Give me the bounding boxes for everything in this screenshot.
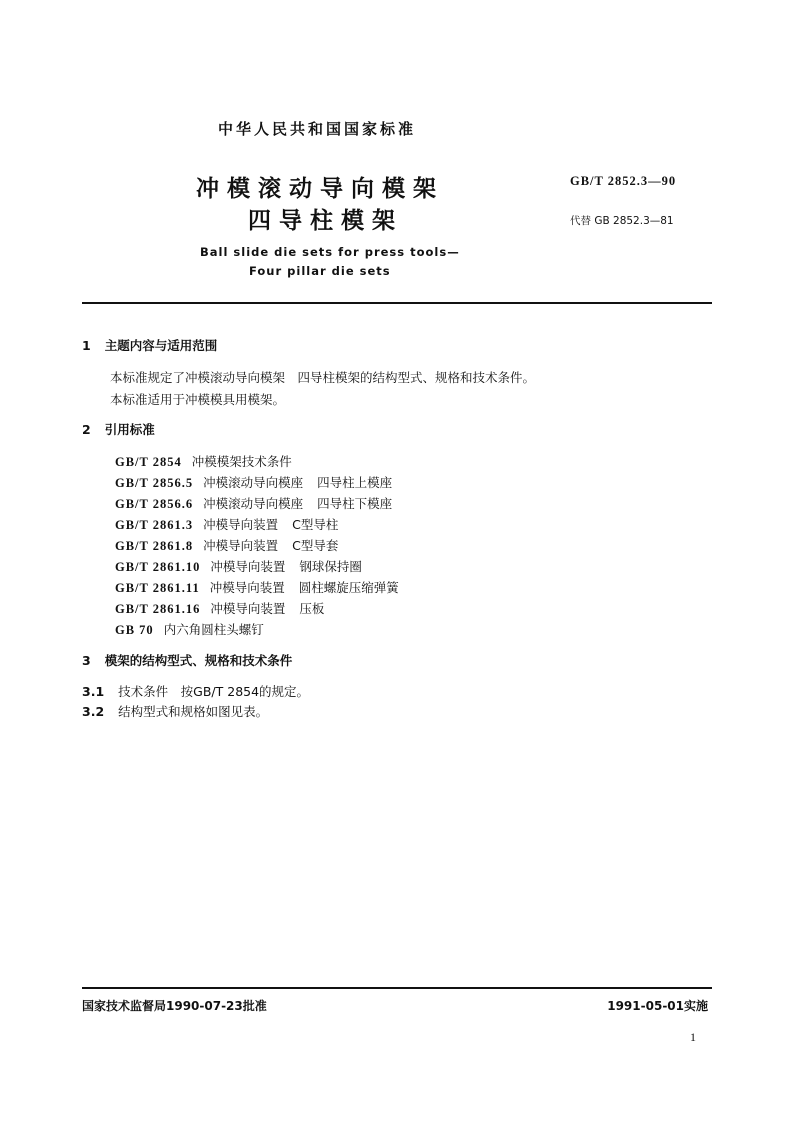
reference-item: [115, 473, 392, 491]
reference-item: [115, 620, 278, 638]
reference-item: [115, 557, 362, 575]
reference-title: 冲模导向装置: [210, 559, 286, 574]
section-1-paragraph-1: 本标准规定了冲模滚动导向模架 四导柱模架的结构型式、规格和技术条件。: [110, 370, 536, 385]
title-line-1: 冲模滚动导向模架: [196, 176, 444, 202]
section-title: 主题内容与适用范围: [104, 338, 218, 353]
footer-rule: [82, 987, 712, 989]
page-number: 1: [690, 1030, 696, 1044]
reference-sub: C型导柱: [292, 517, 339, 532]
issuer: 中华人民共和国国家标准: [218, 120, 417, 138]
reference-item: [115, 599, 324, 617]
reference-title: 冲模滚动导向模座: [203, 475, 304, 490]
reference-title: 冲模滚动导向模座: [203, 496, 304, 511]
standard-number: GB/T 2852.3—90: [570, 174, 677, 188]
replaces-standard: 代替 GB 2852.3—81: [570, 215, 674, 227]
section-number: 2: [82, 422, 91, 437]
reference-item: [115, 536, 338, 554]
reference-sub: 钢球保持圈: [299, 559, 362, 574]
section-1-heading: [82, 336, 217, 354]
reference-code: GB/T 2856.5: [115, 476, 194, 490]
header-rule: [82, 302, 712, 304]
approval-date: 国家技术监督局1990-07-23批准: [82, 999, 267, 1013]
subsection-text: 结构型式和规格如图见表。: [118, 704, 269, 719]
section-title: 引用标准: [104, 422, 155, 437]
reference-item: [115, 578, 399, 596]
effective-date: 1991-05-01实施: [607, 999, 708, 1013]
section-title: 模架的结构型式、规格和技术条件: [104, 653, 293, 668]
section-2-heading: [82, 420, 155, 438]
reference-title: 冲模导向装置: [209, 580, 285, 595]
reference-code: GB/T 2861.8: [115, 539, 194, 553]
reference-sub: 压板: [299, 601, 325, 616]
english-title-line-2: Four pillar die sets: [249, 264, 391, 278]
reference-title: 冲模导向装置: [203, 538, 279, 553]
reference-title: 冲模导向装置: [203, 517, 279, 532]
reference-sub: C型导套: [292, 538, 339, 553]
reference-code: GB/T 2856.6: [115, 497, 194, 511]
reference-title: 冲模导向装置: [210, 601, 286, 616]
subsection-number: 3.1: [82, 684, 105, 699]
section-3-heading: [82, 651, 292, 669]
subsection-3-2: [82, 702, 268, 720]
reference-item: [115, 494, 392, 512]
reference-sub: 四导柱下模座: [317, 496, 393, 511]
subsection-3-1: [82, 682, 309, 700]
section-1-paragraph-2: 本标准适用于冲模模具用模架。: [110, 392, 286, 407]
reference-title: 内六角圆柱头螺钉: [163, 622, 264, 637]
section-number: 1: [82, 338, 91, 353]
reference-code: GB/T 2861.11: [115, 581, 200, 595]
subsection-number: 3.2: [82, 704, 105, 719]
section-number: 3: [82, 653, 91, 668]
title-line-2: 四导柱模架: [248, 208, 403, 234]
english-title-line-1: Ball slide die sets for press tools—: [200, 245, 460, 259]
reference-item: [115, 515, 338, 533]
reference-sub: 四导柱上模座: [317, 475, 393, 490]
reference-code: GB/T 2861.10: [115, 560, 201, 574]
reference-code: GB 70: [115, 623, 154, 637]
reference-code: GB/T 2861.3: [115, 518, 194, 532]
subsection-text: 技术条件 按GB/T 2854的规定。: [118, 684, 310, 699]
reference-code: GB/T 2854: [115, 455, 182, 469]
reference-sub: 圆柱螺旋压缩弹簧: [298, 580, 399, 595]
reference-title: 冲模模架技术条件: [191, 454, 292, 469]
reference-code: GB/T 2861.16: [115, 602, 201, 616]
reference-item: [115, 452, 306, 470]
